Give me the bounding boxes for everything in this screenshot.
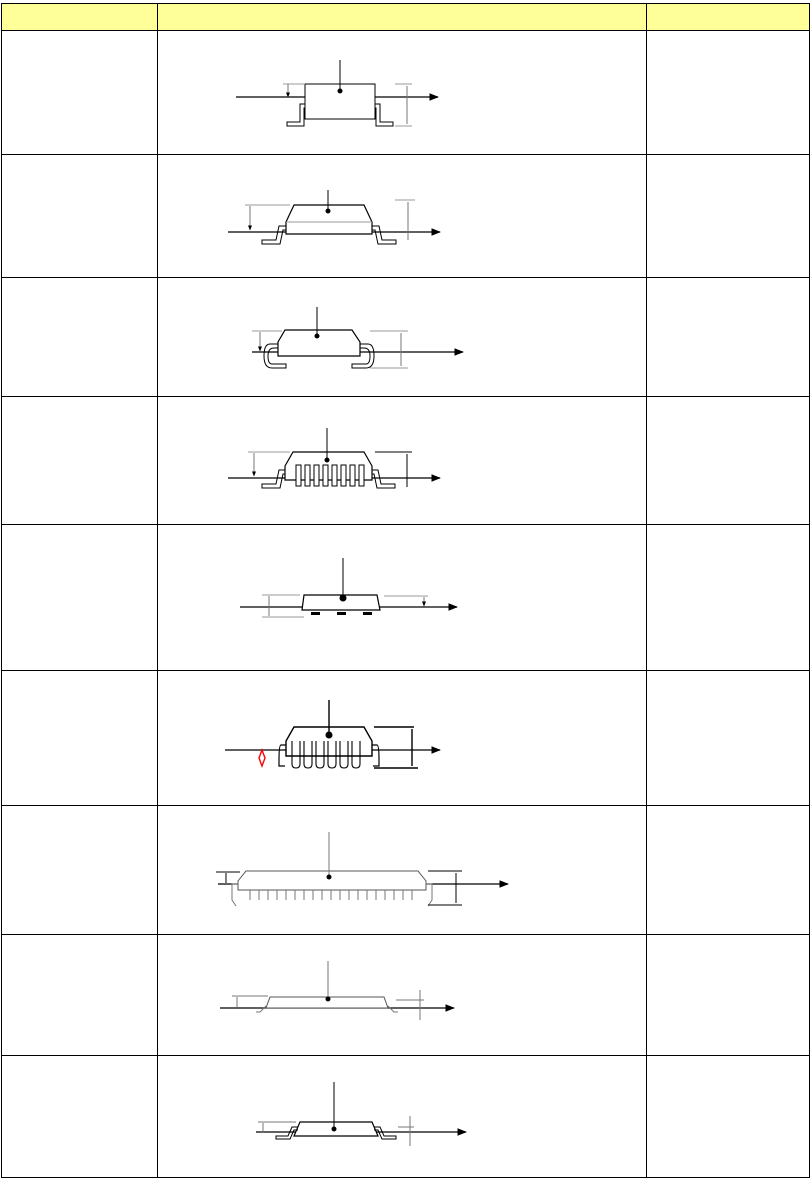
header-cell-package [2,3,157,29]
figure-row-6 [225,700,440,768]
figure-row-8 [220,961,454,1020]
figure-row-5 [240,558,457,617]
figure-row-2 [228,190,440,244]
figure-row-7 [216,832,508,906]
figure-row-1 [236,60,438,126]
figure-row-4 [228,428,440,488]
header-cell-remark [647,3,809,29]
header-cell-figure [158,3,646,29]
figure-row-9 [256,1082,466,1146]
figure-row-3 [252,307,463,368]
table-frame [1,3,810,1178]
